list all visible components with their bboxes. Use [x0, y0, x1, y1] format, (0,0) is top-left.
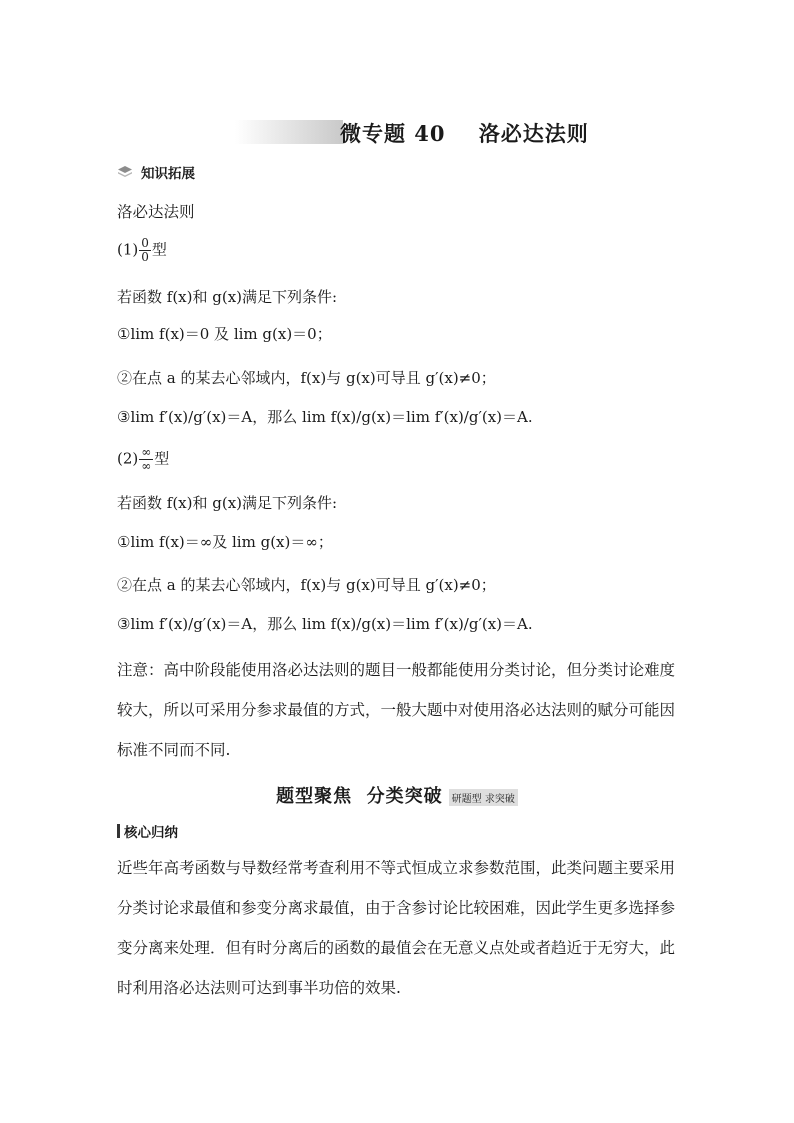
part1-cond2: ②在点 a 的某去心邻域内，f(x)与 g(x)可导且 g′(x)≠0；: [117, 369, 496, 387]
part2-cond2: ②在点 a 的某去心邻域内，f(x)与 g(x)可导且 g′(x)≠0；: [117, 576, 496, 594]
part1-frac-num: 0: [141, 236, 149, 250]
part2-intro: 若函数 f(x)和 g(x)满足下列条件:: [117, 494, 338, 512]
part2-heading: [117, 446, 169, 473]
note-paragraph: 注意：高中阶段能使用洛必达法则的题目一般都能使用分类讨论，但分类讨论难度较大，所以可采用分参求最值的方式，一般大题中对使用洛必达法则的赋分可能因标准不同而不同.: [117, 661, 676, 759]
core-title: 核心归纳: [124, 825, 178, 841]
page-title: 微专题 40 洛必达法则: [340, 121, 589, 146]
part1-heading: [117, 237, 167, 264]
core-heading: [117, 821, 178, 841]
focus-tag: 研题型 求突破: [449, 789, 518, 806]
focus-heading: [0, 782, 794, 808]
section-knowledge-heading: [117, 162, 195, 182]
part2-suffix: 型: [154, 449, 170, 468]
part1-label: (1): [117, 240, 139, 259]
part1-cond1: ①lim f(x)＝0 及 lim g(x)＝0；: [117, 325, 332, 343]
part1-frac-den: 0: [141, 250, 149, 265]
focus-title: 题型聚焦 分类突破: [276, 786, 443, 807]
title-banner: [235, 116, 685, 152]
part1-fraction: [139, 237, 151, 264]
title-gradient-bar: [235, 120, 343, 144]
rule-name: 洛必达法则: [117, 203, 195, 221]
part2-cond3: ③lim f′(x)/g′(x)＝A，那么 lim f(x)/g(x)＝lim f′(x)/g′(x)＝A.: [117, 615, 533, 633]
core-bar-icon: [117, 824, 120, 838]
part2-frac-num: ∞: [141, 445, 152, 459]
part2-label: (2): [117, 449, 139, 468]
part2-frac-den: ∞: [141, 459, 152, 474]
part2-fraction: [139, 446, 153, 473]
core-paragraph: 近些年高考函数与导数经常考查利用不等式恒成立求参数范围，此类问题主要采用分类讨论求最值和参变分离求最值，由于含参讨论比较困难，因此学生更多选择参变分离来处理．但有时分离后的函数的最值会在无意义点处或者趋近于无穷大，此时利用洛必达法则可达到事半功倍的效果.: [117, 859, 676, 997]
part1-suffix: 型: [151, 240, 167, 259]
layers-icon: [117, 165, 133, 179]
section-knowledge-label: 知识拓展: [141, 166, 195, 182]
part1-intro: 若函数 f(x)和 g(x)满足下列条件:: [117, 288, 338, 306]
part2-cond1: ①lim f(x)＝∞及 lim g(x)＝∞；: [117, 533, 333, 551]
part1-cond3: ③lim f′(x)/g′(x)＝A，那么 lim f(x)/g(x)＝lim f′(x)/g′(x)＝A.: [117, 408, 533, 426]
